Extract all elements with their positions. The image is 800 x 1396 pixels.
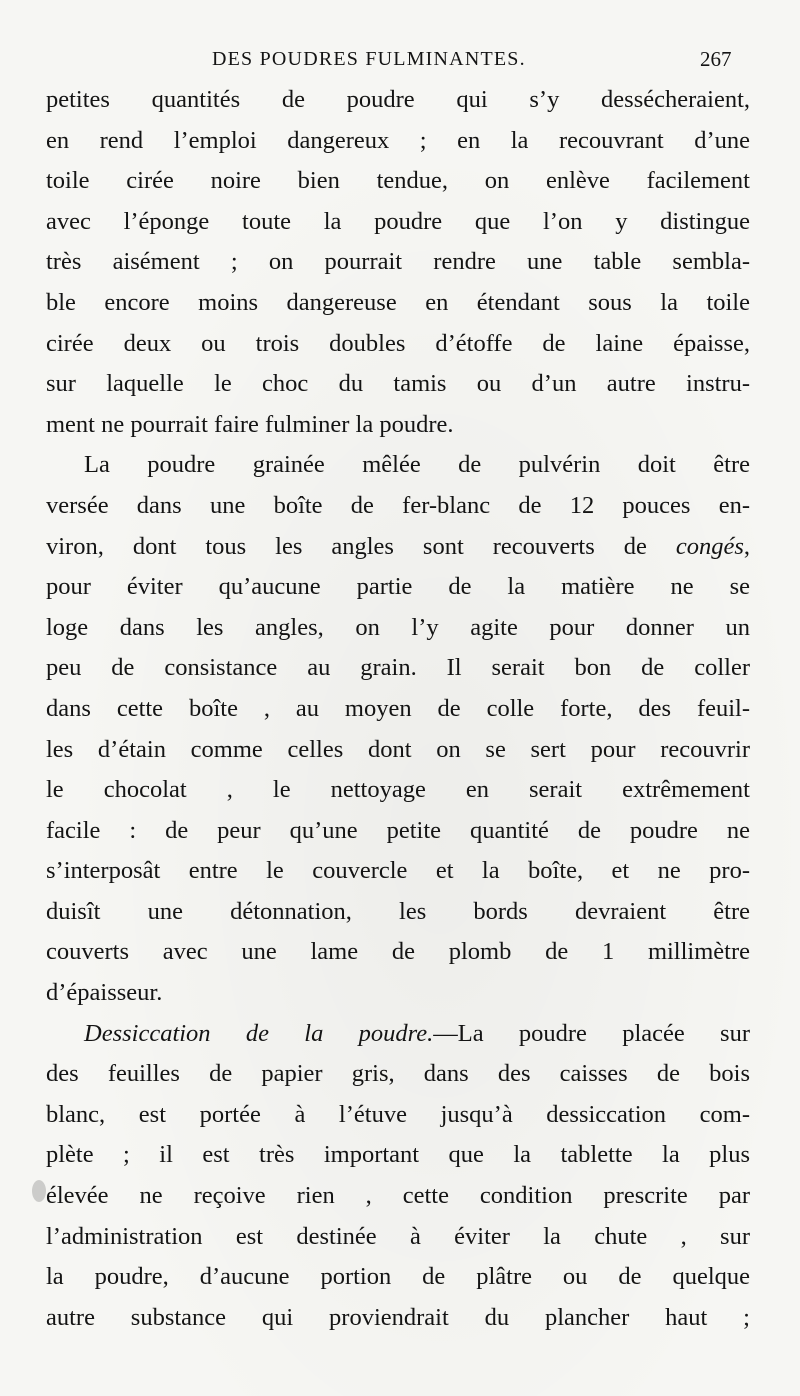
text-line: élevée ne reçoive rien , cette condition prescrite par — [46, 1182, 750, 1210]
text-line: peu de consistance au grain. Il serait bon de coller — [46, 654, 750, 682]
text-line: les d’étain comme celles dont on se sert pour recouvrir — [46, 735, 750, 763]
text-line: toile cirée noire bien tendue, on enlève facilement — [46, 167, 750, 195]
text-fragment: —La poudre placée sur — [433, 1019, 750, 1047]
text-line: cirée deux ou trois doubles d’étoffe de laine épaisse, — [46, 329, 750, 357]
text-line: avec l’éponge toute la poudre que l’on y distingue — [46, 207, 750, 235]
ink-stain — [32, 1180, 46, 1202]
italic-term: congés — [675, 532, 744, 560]
text-line: versée dans une boîte de fer-blanc de 12 pouces en- — [46, 491, 750, 519]
text-fragment: viron, dont tous les angles sont recouverts de — [46, 532, 676, 560]
text-line: l’administration est destinée à éviter la chute , sur — [46, 1222, 750, 1250]
text-line: La poudre grainée mêlée de pulvérin doit être — [84, 451, 750, 479]
text-line: blanc, est portée à l’étuve jusqu’à dessiccation com- — [46, 1100, 750, 1128]
text-line: ment ne pourrait faire fulminer la poudre. — [46, 410, 454, 438]
text-line: le chocolat , le nettoyage en serait extrêmement — [46, 776, 750, 804]
text-line: duisît une détonnation, les bords devraient être — [46, 897, 750, 925]
text-line: en rend l’emploi dangereux ; en la recouvrant d’une — [46, 126, 750, 154]
section-heading: Dessiccation de la poudre. — [84, 1019, 434, 1047]
text-line: autre substance qui proviendrait du plancher haut ; — [46, 1303, 750, 1331]
running-head — [0, 44, 800, 74]
text-line: facile : de peur qu’une petite quantité de poudre ne — [46, 816, 750, 844]
text-line: loge dans les angles, on l’y agite pour donner un — [46, 613, 750, 641]
text-line: la poudre, d’aucune portion de plâtre ou de quelque — [46, 1263, 750, 1291]
text-line: pour éviter qu’aucune partie de la matière ne se — [46, 573, 750, 601]
body-text — [46, 80, 750, 1338]
text-line: des feuilles de papier gris, dans des caisses de bois — [46, 1060, 750, 1088]
text-line: sur laquelle le choc du tamis ou d’un autre instru- — [46, 370, 750, 398]
text-line: d’épaisseur. — [46, 979, 163, 1007]
running-title: DES POUDRES FULMINANTES. — [212, 48, 526, 70]
text-line: couverts avec une lame de plomb de 1 millimètre — [46, 938, 750, 966]
page-number: 267 — [700, 47, 732, 71]
text-line: très aisément ; on pourrait rendre une table sembla- — [46, 248, 750, 276]
text-line-with-italic — [46, 527, 750, 568]
text-line: plète ; il est très important que la tablette la plus — [46, 1141, 750, 1169]
text-line: petites quantités de poudre qui s’y dessécheraient, — [46, 86, 750, 113]
punctuation: , — [743, 532, 750, 560]
text-line: dans cette boîte , au moyen de colle forte, des feuil- — [46, 694, 750, 722]
section-heading-line — [46, 1014, 750, 1055]
text-line: ble encore moins dangereuse en étendant sous la toile — [46, 288, 750, 316]
text-line: s’interposât entre le couvercle et la boîte, et ne pro- — [46, 857, 750, 885]
